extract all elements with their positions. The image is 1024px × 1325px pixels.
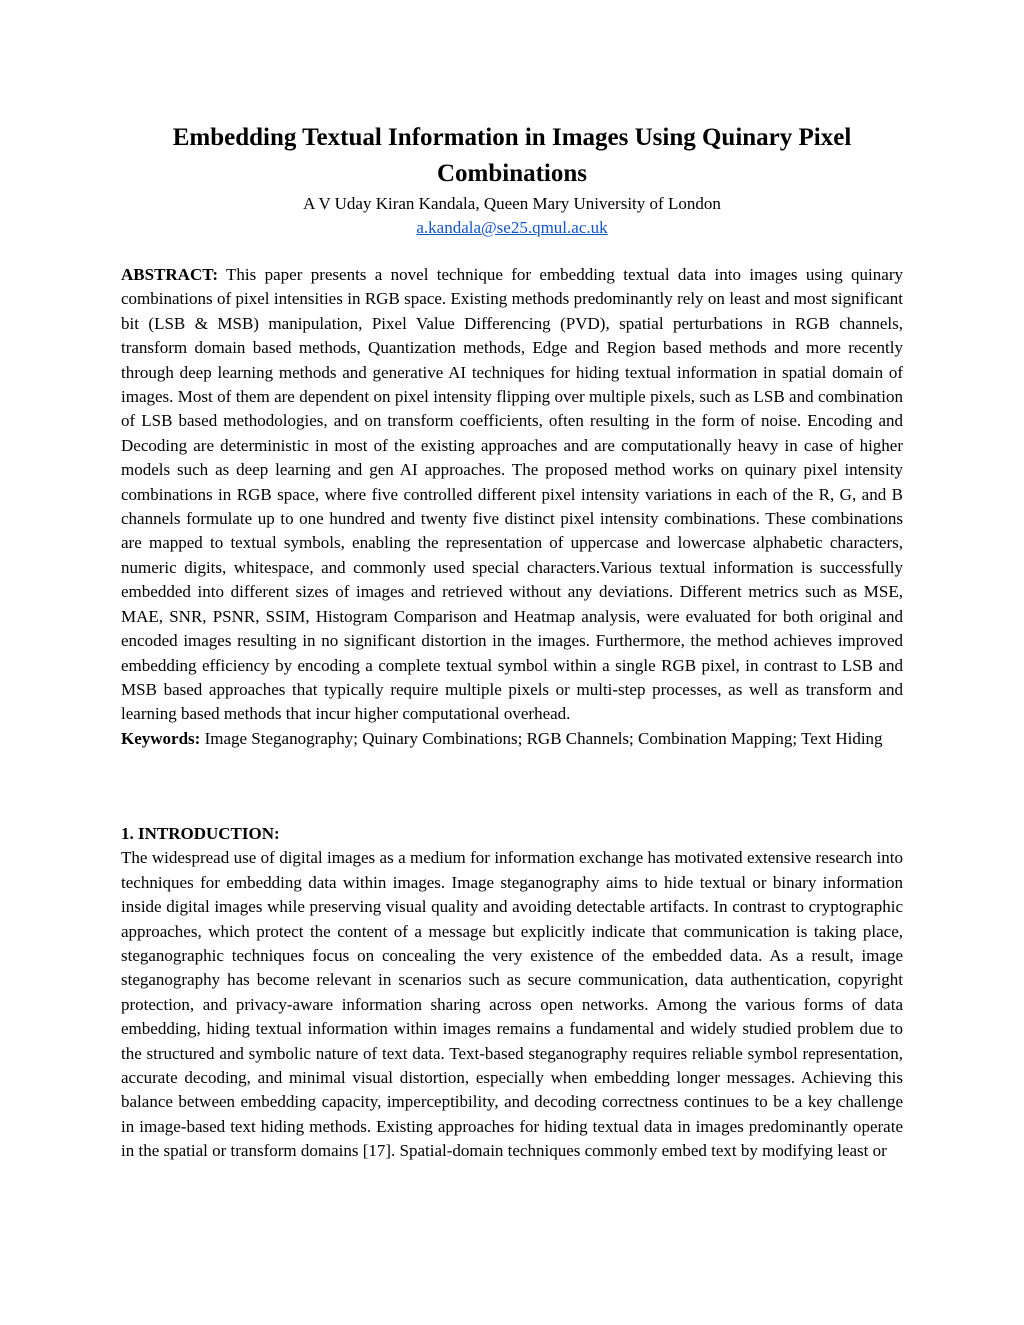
introduction-paragraph: The widespread use of digital images as a medium for information exchange has motivated extensive research into techniques for embedding data within images. Image steganography aims to hide textual or binary information inside digital images while preserving visual quality and avoiding detectable artifacts. In contrast to cryptographic approaches, which protect the content of a message but explicitly indicate that communication is taking place, steganographic techniques focus on concealing the very existence of the embedded data. As a result, image steganography has become relevant in scenarios such as secure communication, data authentication, copyright protection, and privacy-aware information sharing across open networks. Among the various forms of data embedding, hiding textual information within images remains a fundamental and widely studied problem due to the structured and symbolic nature of text data. Text-based steganography requires reliable symbol representation, accurate decoding, and minimal visual distortion, especially when embedding longer messages. Achieving this balance between embedding capacity, imperceptibility, and decoding correctness continues to be a key challenge in image-based text hiding methods. Existing approaches for hiding textual data in images predominantly operate in the spatial or transform domains [17]. Spatial-domain techniques commonly embed text by modifying least or <box>121 848 903 1161</box>
keywords-paragraph <box>121 727 903 751</box>
introduction-heading: 1. INTRODUCTION: <box>121 824 280 843</box>
abstract-label: ABSTRACT: <box>121 265 218 284</box>
introduction-section <box>121 822 903 1164</box>
abstract-section <box>121 263 903 751</box>
abstract-text: This paper presents a novel technique for embedding textual data into images using quinary combinations of pixel intensities in RGB space. Existing methods predominantly rely on least and most significant bit (LSB & MSB) manipulation, Pixel Value Differencing (PVD), spatial perturbations in RGB channels, transform domain based methods, Quantization methods, Edge and Region based methods and more recently through deep learning methods and generative AI techniques for hiding textual information in spatial domain of images. Most of them are dependent on pixel intensity flipping over multiple pixels, such as LSB and combination of LSB based methodologies, and on transform coefficients, often resulting in the form of noise. Encoding and Decoding are deterministic in most of the existing approaches and are computationally heavy in case of higher models such as deep learning and gen AI approaches. The proposed method works on quinary pixel intensity combinations in RGB space, where five controlled different pixel intensity variations in each of the R, G, and B channels formulate up to one hundred and twenty five distinct pixel intensity combinations. These combinations are mapped to textual symbols, enabling the representation of uppercase and lowercase alphabetic characters, numeric digits, whitespace, and commonly used special characters.Various textual information is successfully embedded into different sizes of images and retrieved without any deviations. Different metrics such as MSE, MAE, SNR, PSNR, SSIM, Histogram Comparison and Heatmap analysis, were evaluated for both original and encoded images resulting in no significant distortion in the images. Furthermore, the method achieves improved embedding efficiency by encoding a complete textual symbol within a single RGB pixel, in contrast to LSB and MSB based approaches that typically require multiple pixels or multi-step processes, as well as transform and learning based methods that incur higher computational overhead. <box>121 265 903 724</box>
author-line: A V Uday Kiran Kandala, Queen Mary University of London <box>303 194 721 213</box>
abstract-paragraph <box>121 263 903 727</box>
keywords-text: Image Steganography; Quinary Combinations; RGB Channels; Combination Mapping; Text Hiding <box>204 728 883 748</box>
email-line <box>100 216 924 240</box>
keywords-label: Keywords: <box>121 728 201 748</box>
paper-title: Embedding Textual Information in Images Using Quinary Pixel Combinations <box>172 124 852 187</box>
author-email-link[interactable]: a.kandala@se25.qmul.ac.uk <box>416 218 608 237</box>
